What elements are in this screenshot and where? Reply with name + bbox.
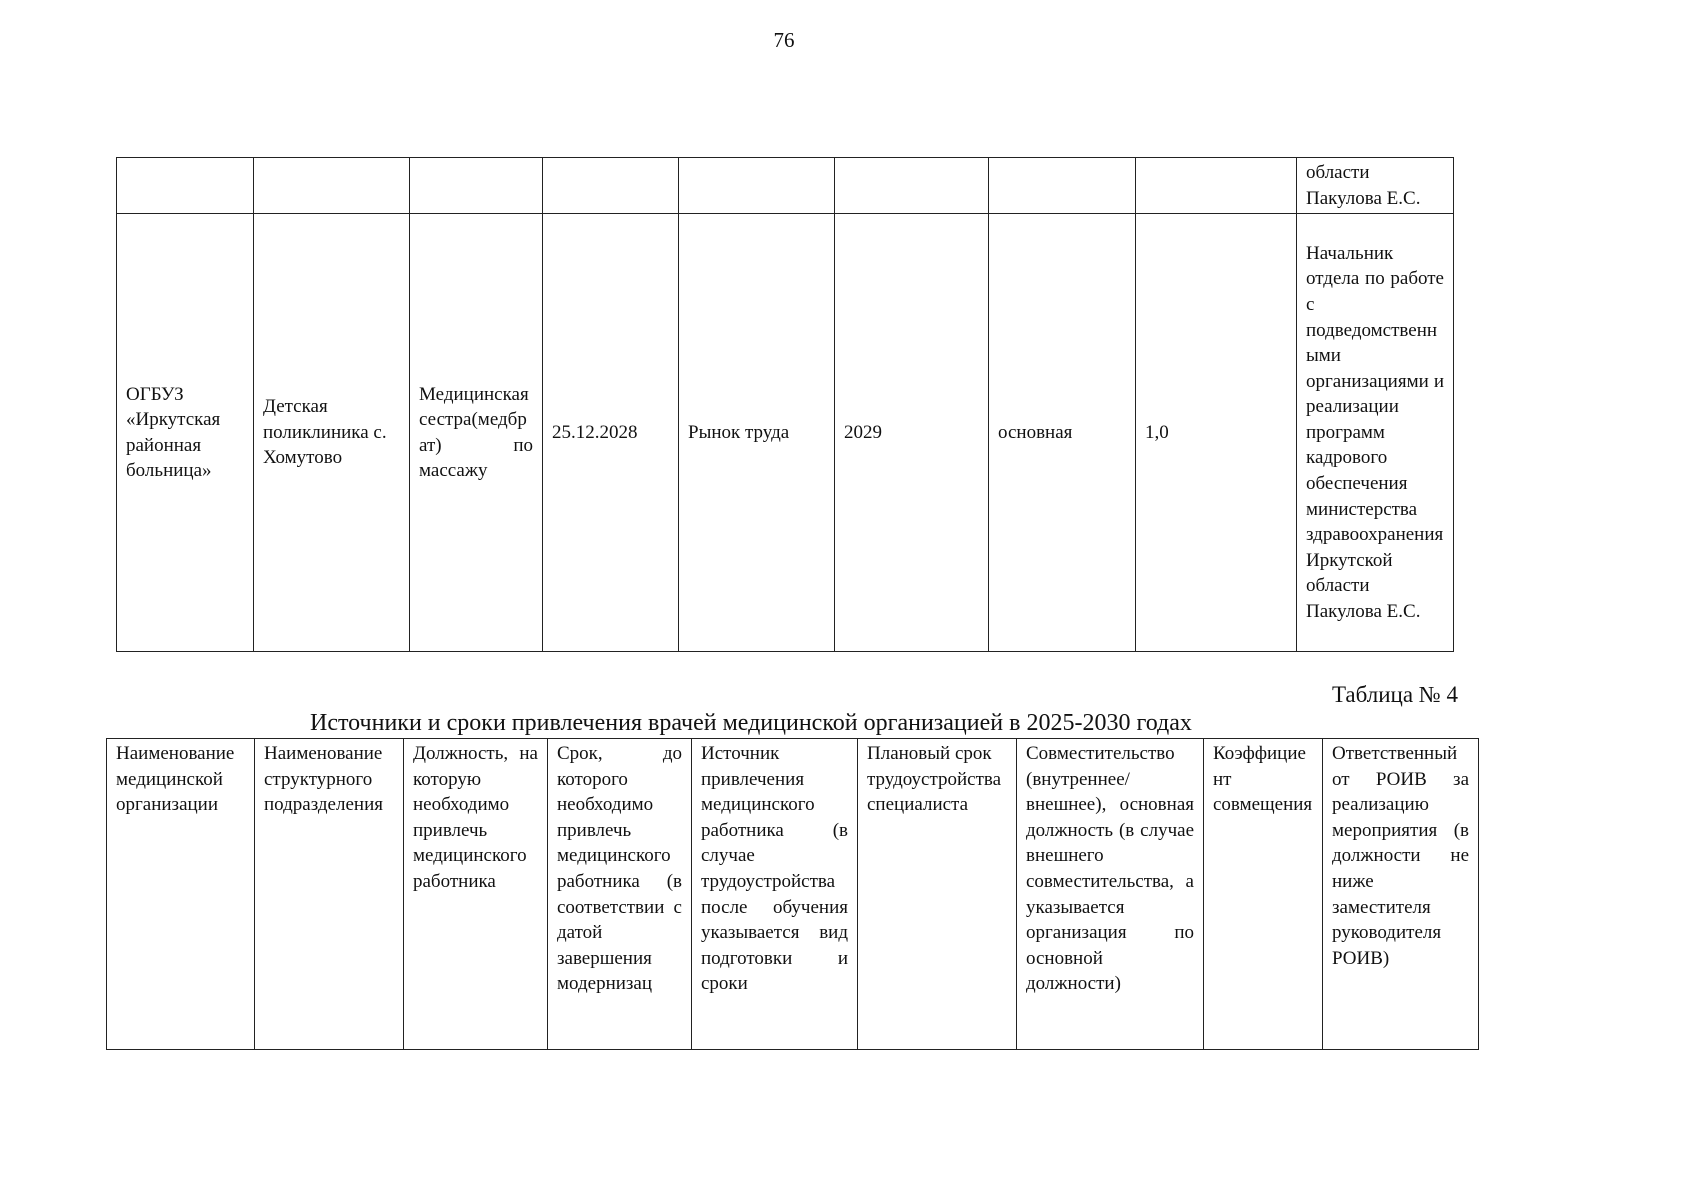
table-cell [835,158,989,214]
table-cell [117,158,254,214]
header-planned-term: Плановый срок трудоустройства специалиста [858,739,1017,1050]
header-subdivision: Наименование структурного подразделения [255,739,404,1050]
table-cell [1136,158,1297,214]
header-position: Должность, на которую необходимо привлечь медицинского работника [404,739,548,1050]
responsible-cell: области Пакулова Е.С. [1297,158,1454,214]
header-source: Источник привлечения медицинского работника (в случае трудоустройства после обучения указывается вид подготовки и сроки [692,739,858,1050]
deadline-cell: 25.12.2028 [543,214,679,652]
table-header-row [107,739,1479,1050]
header-responsible: Ответственный от РОИВ за реализацию мероприятия (в должности не ниже заместителя руководителя РОИВ) [1323,739,1479,1050]
table-cell [254,158,410,214]
header-combination: Совместительство (внутреннее/внешнее), основная должность (в случае внешнего совместительства, а указывается организация по основной должности) [1017,739,1204,1050]
coefficient-cell: 1,0 [1136,214,1297,652]
responsible-cell: Начальник отдела по работе с подведомственными организациями и реализации программ кадрового обеспечения министерства здравоохранения Иркутской области Пакулова Е.С. [1297,214,1454,652]
subdivision-cell: Детская поликлиника с. Хомутово [254,214,410,652]
source-cell: Рынок труда [679,214,835,652]
table-cell [679,158,835,214]
header-coefficient: Коэффициент совмещения [1204,739,1323,1050]
planned-year-cell: 2029 [835,214,989,652]
table-cell [543,158,679,214]
table-title: Источники и сроки привлечения врачей медицинской организацией в 2025-2030 годах [310,710,1192,736]
header-deadline: Срок, до которого необходимо привлечь медицинского работника (в соответствии с датой завершения модернизац [548,739,692,1050]
table-row [117,214,1454,652]
staffing-table-continuation [116,157,1454,652]
combination-cell: основная [989,214,1136,652]
table-cell [989,158,1136,214]
header-organization: Наименование медицинской организации [107,739,255,1050]
table-caption: Таблица № 4 [1331,682,1458,707]
organization-cell: ОГБУЗ «Иркутская районная больница» [117,214,254,652]
position-cell: Медицинская сестра(медбрат) по массажу [410,214,543,652]
table-row [117,158,1454,214]
recruitment-sources-table [106,738,1479,1050]
table-cell [410,158,543,214]
page-number: 76 [773,28,795,52]
